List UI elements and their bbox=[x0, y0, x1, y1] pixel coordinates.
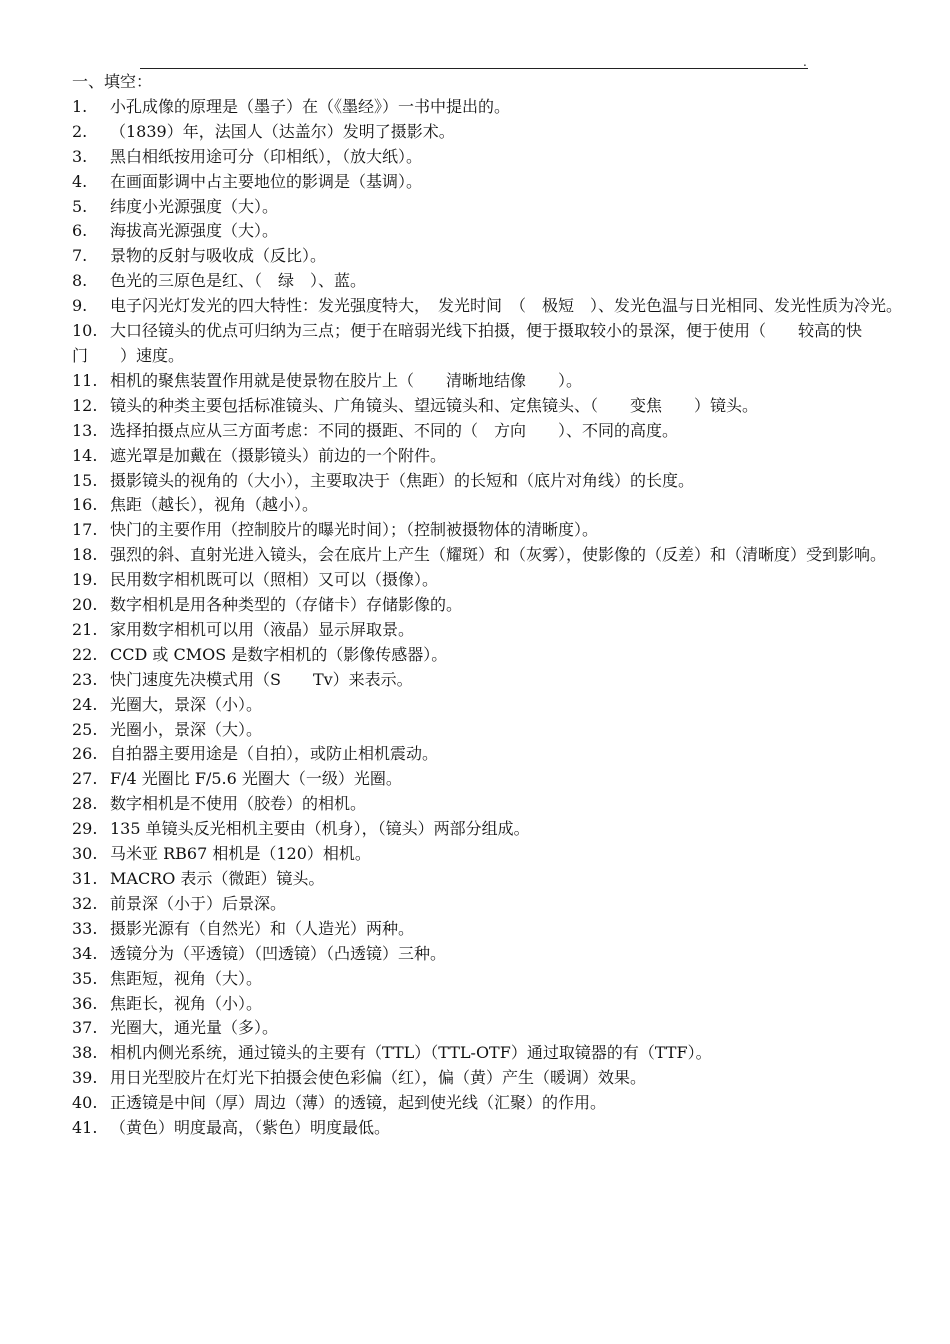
item-number: 11. bbox=[72, 370, 98, 390]
header-rule bbox=[140, 68, 808, 69]
item-number: 21. bbox=[72, 619, 98, 639]
list-item bbox=[72, 1016, 902, 1041]
item-number: 6. bbox=[72, 221, 88, 241]
list-item bbox=[72, 842, 902, 867]
item-number: 20. bbox=[72, 595, 98, 615]
item-number: 22. bbox=[72, 644, 98, 664]
item-text: （黄色）明度最高，（紫色）明度最低。 bbox=[110, 1118, 391, 1138]
item-number: 13. bbox=[72, 420, 98, 440]
item-text: 相机的聚焦装置作用就是使景物在胶片上（ 清晰地结像 ）。 bbox=[110, 370, 583, 390]
item-number: 37. bbox=[72, 1018, 98, 1038]
item-number: 33. bbox=[72, 918, 98, 938]
item-text: 135 单镜头反光相机主要由（机身），（镜头）两部分组成。 bbox=[110, 819, 530, 839]
list-item bbox=[72, 419, 902, 444]
item-text: 电子闪光灯发光的四大特性：发光强度特大， 发光时间 （ 极短 ）、发光色温与日光相同、发光性质为冷光。 bbox=[110, 296, 903, 316]
item-text: 光圈大，通光量（多）。 bbox=[110, 1018, 279, 1038]
list-item bbox=[72, 568, 902, 593]
item-number: 31. bbox=[72, 869, 98, 888]
item-number: 2. bbox=[72, 121, 88, 141]
item-number: 27. bbox=[72, 769, 98, 789]
list-item bbox=[72, 95, 902, 120]
item-text: 焦距短，视角（大）。 bbox=[110, 968, 263, 988]
item-number: 9. bbox=[72, 296, 88, 316]
item-number: 10. bbox=[72, 321, 98, 341]
item-text: 光圈小，景深（大）。 bbox=[110, 719, 263, 739]
item-text: 透镜分为（平透镜）（凹透镜）（凸透镜）三种。 bbox=[110, 943, 447, 963]
item-number: 1. bbox=[72, 96, 88, 116]
list-item bbox=[72, 219, 902, 244]
item-number: 12. bbox=[72, 395, 98, 415]
item-number: 4. bbox=[72, 171, 88, 191]
list-item bbox=[72, 1116, 902, 1141]
item-text: MACRO 表示（微距）镜头。 bbox=[110, 869, 325, 888]
item-number: 38. bbox=[72, 1043, 98, 1063]
list-item bbox=[72, 469, 902, 494]
list-item bbox=[72, 643, 902, 668]
list-item bbox=[72, 917, 902, 942]
item-text: 小孔成像的原理是（墨子）在（《墨经》）一书中提出的。 bbox=[110, 96, 511, 116]
list-item bbox=[72, 493, 902, 518]
list-item bbox=[72, 394, 902, 419]
item-number: 7. bbox=[72, 246, 88, 266]
item-text: 大口径镜头的优点可归纳为三点；便于在暗弱光线下拍摄，便于摄取较小的景深，便于使用（ 较高的快门 ）速度。 bbox=[72, 321, 863, 365]
list-item bbox=[72, 518, 902, 543]
list-item bbox=[72, 1091, 902, 1116]
list-item bbox=[72, 170, 902, 195]
item-text: 景物的反射与吸收成（反比）。 bbox=[110, 246, 327, 266]
list-item bbox=[72, 195, 902, 220]
item-text: 摄影光源有（自然光）和（人造光）两种。 bbox=[110, 918, 415, 938]
list-item bbox=[72, 369, 902, 394]
item-text: 前景深（小于）后景深。 bbox=[110, 893, 287, 913]
item-text: 快门的主要作用（控制胶片的曝光时间）；（控制被摄物体的清晰度）。 bbox=[110, 520, 599, 540]
item-text: 用日光型胶片在灯光下拍摄会使色彩偏（红），偏（黄）产生（暖调）效果。 bbox=[110, 1068, 647, 1088]
item-number: 17. bbox=[72, 520, 98, 540]
list-item bbox=[72, 817, 902, 842]
item-text: 海拔高光源强度（大）。 bbox=[110, 221, 279, 241]
item-text: CCD 或 CMOS 是数字相机的（影像传感器）。 bbox=[110, 644, 448, 664]
item-number: 23. bbox=[72, 669, 98, 689]
item-text: 数字相机是不使用（胶卷）的相机。 bbox=[110, 794, 367, 814]
list-item bbox=[72, 867, 902, 892]
list-item bbox=[72, 444, 902, 469]
list-item bbox=[72, 742, 902, 767]
list-item bbox=[72, 618, 902, 643]
item-number: 8. bbox=[72, 271, 88, 291]
item-text: 家用数字相机可以用（液晶）显示屏取景。 bbox=[110, 619, 415, 639]
list-item bbox=[72, 145, 902, 170]
item-text: 相机内侧光系统，通过镜头的主要有（TTL）（TTL-OTF）通过取镜器的有（TTF）。 bbox=[110, 1043, 712, 1063]
item-text: 黑白相纸按用途可分（印相纸），（放大纸）。 bbox=[110, 146, 423, 166]
item-number: 41. bbox=[72, 1118, 98, 1138]
item-text: 快门速度先决模式用（S Tv）来表示。 bbox=[110, 669, 413, 689]
list-item bbox=[72, 942, 902, 967]
item-number: 15. bbox=[72, 470, 98, 490]
list-item bbox=[72, 593, 902, 618]
header-mark: . bbox=[803, 55, 807, 69]
item-text: 正透镜是中间（厚）周边（薄）的透镜，起到使光线（汇聚）的作用。 bbox=[110, 1093, 607, 1113]
section-heading: 一、填空： bbox=[72, 72, 153, 91]
item-number: 40. bbox=[72, 1093, 98, 1113]
list-item bbox=[72, 120, 902, 145]
item-number: 28. bbox=[72, 794, 98, 814]
item-text: （1839）年，法国人（达盖尔）发明了摄影术。 bbox=[110, 121, 455, 141]
item-number: 18. bbox=[72, 545, 98, 565]
list-item bbox=[72, 543, 902, 568]
list-item bbox=[72, 693, 902, 718]
item-number: 26. bbox=[72, 744, 98, 764]
list-item bbox=[72, 244, 902, 269]
item-number: 25. bbox=[72, 719, 98, 739]
item-text: 选择拍摄点应从三方面考虑：不同的摄距、不同的（ 方向 ）、不同的高度。 bbox=[110, 420, 679, 440]
item-text: 光圈大，景深（小）。 bbox=[110, 694, 263, 714]
item-number: 29. bbox=[72, 819, 98, 839]
list-item bbox=[72, 718, 902, 743]
list-item bbox=[72, 967, 902, 992]
list-item bbox=[72, 892, 902, 917]
item-number: 34. bbox=[72, 943, 98, 963]
list-item bbox=[72, 668, 902, 693]
item-number: 35. bbox=[72, 968, 98, 988]
item-text: 马米亚 RB67 相机是（120）相机。 bbox=[110, 844, 371, 864]
item-number: 30. bbox=[72, 844, 98, 864]
item-text: 民用数字相机既可以（照相）又可以（摄像）。 bbox=[110, 570, 439, 590]
item-number: 14. bbox=[72, 445, 98, 465]
list-item bbox=[72, 792, 902, 817]
item-text: 自拍器主要用途是（自拍），或防止相机震动。 bbox=[110, 744, 439, 764]
item-text: 色光的三原色是红、（ 绿 ）、蓝。 bbox=[110, 271, 367, 291]
item-text: 焦距（越长），视角（越小）。 bbox=[110, 495, 319, 515]
list-item bbox=[72, 767, 902, 792]
item-number: 16. bbox=[72, 495, 98, 515]
list-item bbox=[72, 269, 902, 294]
item-number: 5. bbox=[72, 196, 88, 216]
item-text: 数字相机是用各种类型的（存储卡）存储影像的。 bbox=[110, 595, 463, 615]
item-text: 摄影镜头的视角的（大小），主要取决于（焦距）的长短和（底片对角线）的长度。 bbox=[110, 470, 695, 490]
item-number: 24. bbox=[72, 694, 98, 714]
item-text: 焦距长，视角（小）。 bbox=[110, 993, 263, 1013]
item-number: 3. bbox=[72, 146, 88, 166]
item-number: 32. bbox=[72, 893, 98, 913]
item-number: 36. bbox=[72, 993, 98, 1013]
list-item bbox=[72, 1066, 902, 1091]
list-item bbox=[72, 294, 902, 319]
item-text: 在画面影调中占主要地位的影调是（基调）。 bbox=[110, 171, 423, 191]
item-text: 镜头的种类主要包括标准镜头、广角镜头、望远镜头和、定焦镜头、（ 变焦 ）镜头。 bbox=[110, 395, 759, 415]
item-text: 纬度小光源强度（大）。 bbox=[110, 196, 279, 216]
item-text: F/4 光圈比 F/5.6 光圈大（一级）光圈。 bbox=[110, 769, 402, 789]
item-number: 39. bbox=[72, 1068, 98, 1088]
question-list bbox=[72, 95, 902, 1141]
list-item bbox=[72, 319, 902, 369]
item-text: 遮光罩是加戴在（摄影镜头）前边的一个附件。 bbox=[110, 445, 447, 465]
list-item bbox=[72, 992, 902, 1017]
item-text: 强烈的斜、直射光进入镜头，会在底片上产生（耀斑）和（灰雾），使影像的（反差）和（清晰度）受到影响。 bbox=[110, 545, 887, 565]
list-item bbox=[72, 1041, 902, 1066]
item-number: 19. bbox=[72, 570, 98, 590]
document-body bbox=[72, 70, 902, 1141]
